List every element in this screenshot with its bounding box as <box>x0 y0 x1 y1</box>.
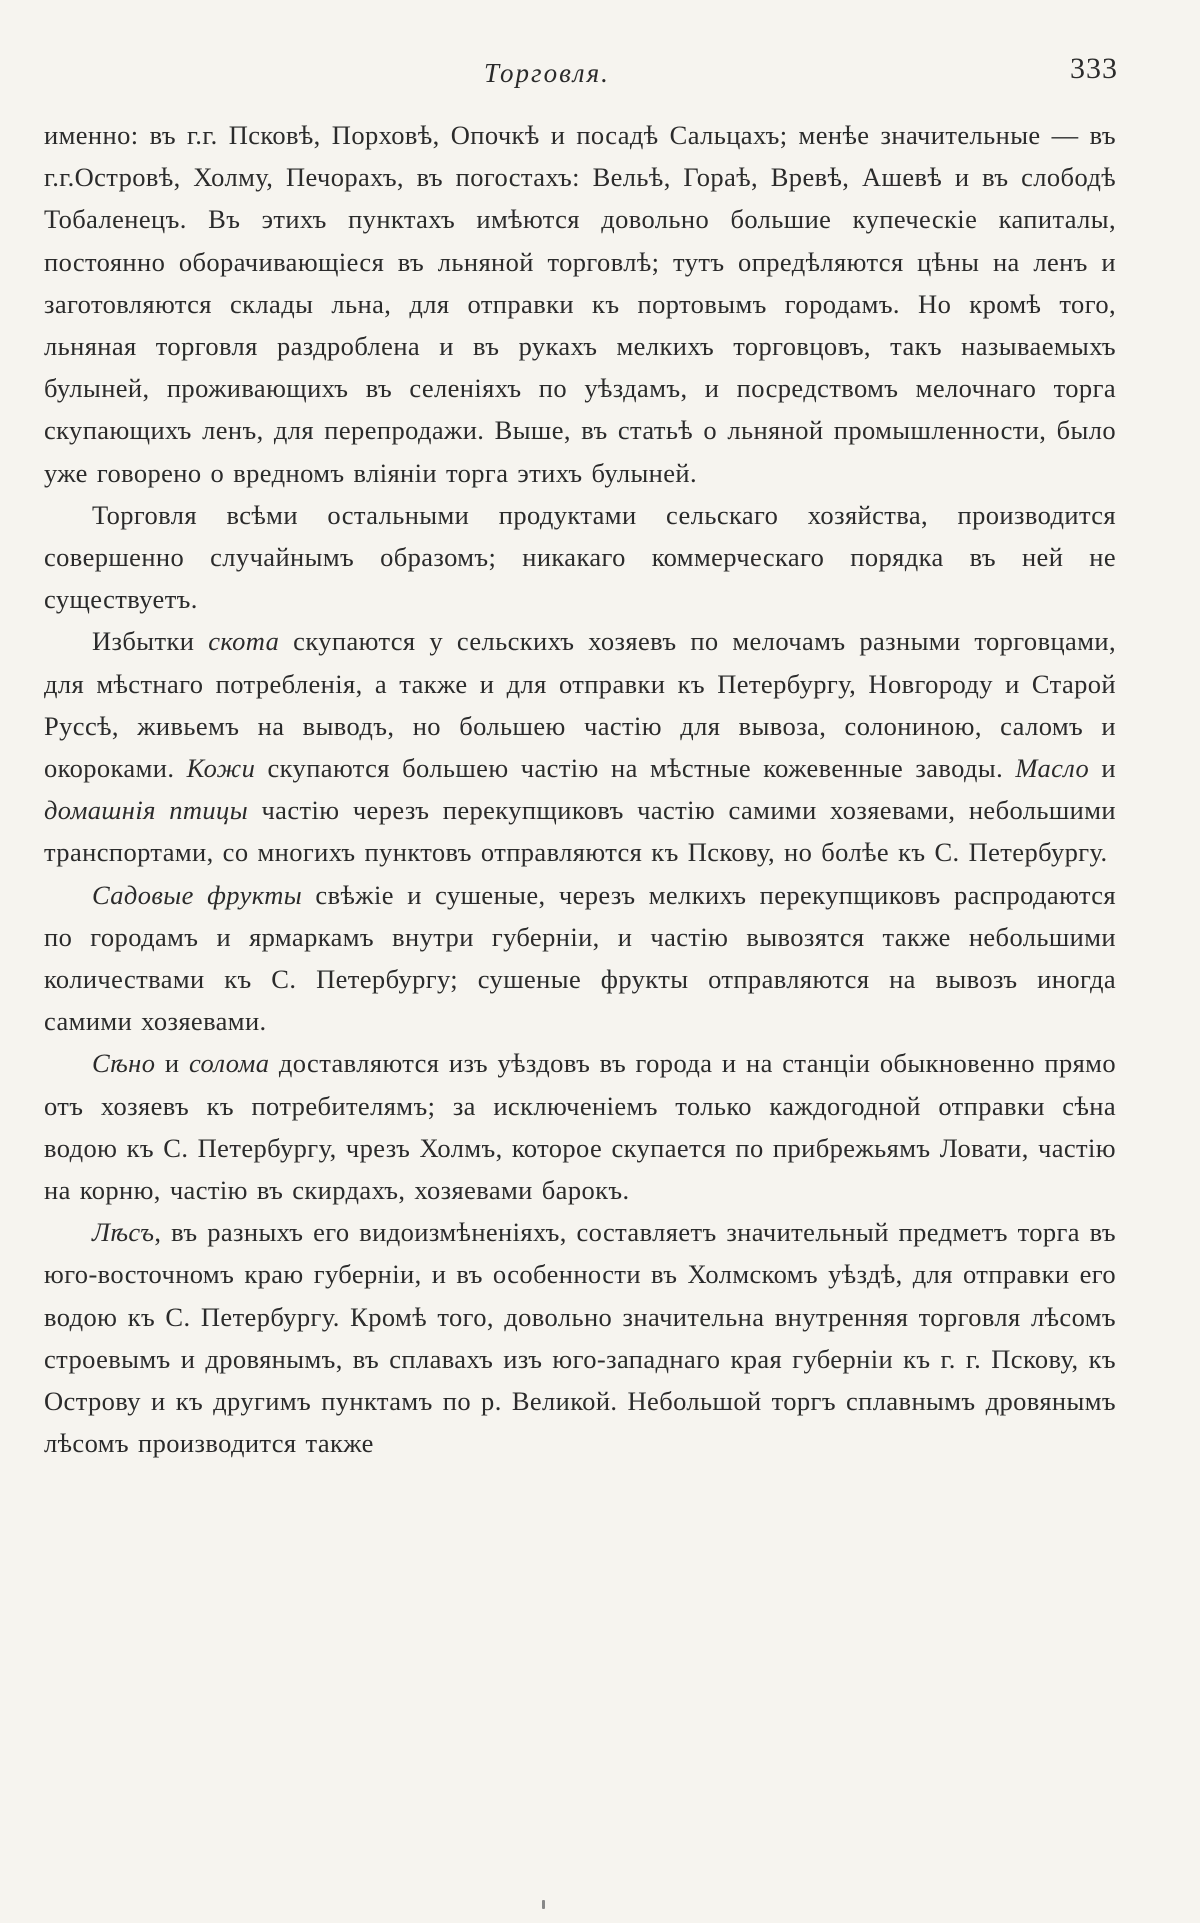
text-run: Избытки <box>92 626 209 657</box>
text-run: скупаются большею частiю на мѣстные кожевенные заводы. <box>255 753 1016 784</box>
body-text <box>44 114 1116 1465</box>
text-run: свѣжiе и сушеные, черезъ мелкихъ перекупщиковъ распродаются по городамъ и ярмаркамъ внутри губернiи, и частiю вывозятся также небольшими количествами къ С. Петербургу; сушеные фрукты отправляются на вывозъ иногда самими хозяевами. <box>44 879 1116 1037</box>
running-title: Торговля. <box>484 58 610 88</box>
paragraph-p6 <box>44 1211 1116 1464</box>
text-run: и <box>1089 753 1116 784</box>
text-run: доставляются изъ уѣздовъ въ города и на станцiи обыкновенно прямо отъ хозяевъ къ потребителямъ; за исключенiемъ только каждогодной отправки сѣна водою къ С. Петербургу, чрезъ Холмъ, которое скупается по прибрежьямъ Ловати, частiю на корню, частiю въ скирдахъ, хозяевами барокъ. <box>44 1048 1117 1206</box>
text-run: , въ разныхъ его видоизмѣненiяхъ, составляетъ значительный предметъ торга въ юго-восточномъ краю губернiи, и въ особенности въ Холмскомъ уѣздѣ, для отправки его водою къ С. Петербургу. Кромѣ того, довольно значительна внутренняя торговля лѣсомъ строевымъ и дровянымъ, въ сплавахъ изъ юго-западнаго края губернiи къ г. г. Пскову, къ Острову и къ другимъ пунктамъ по р. Великой. Небольшой торгъ сплавнымъ дровянымъ лѣсомъ производится также <box>44 1217 1116 1459</box>
italic-term: Сѣно <box>92 1048 156 1079</box>
italic-term: скота <box>208 626 280 657</box>
italic-term: домашнiя птицы <box>44 795 249 826</box>
text-run: именно: въ г.г. Псковѣ, Порховѣ, Опочкѣ и посадѣ Сальцахъ; менѣе значительные — въ г.г.Островѣ, Холму, Печорахъ, въ погостахъ: Вельѣ, Горaѣ, Вревѣ, Ашевѣ и въ слободѣ Тобаленецъ. Въ этихъ пунктахъ имѣются довольно большие купеческiе капиталы, постоянно оборачивающiеся въ льняной торговлѣ; тутъ опредѣляются цѣны на ленъ и заготовляются склады льна, для отправки къ портовымъ городамъ. Но кромѣ того, льняная торговля раздроблена и въ рукахъ мелкихъ торговцовъ, такъ называемыхъ булыней, проживающихъ въ селенiяхъ по уѣздамъ, и посредствомъ мелочнаго торга скупающихъ ленъ, для перепродажи. Выше, въ статьѣ о льняной промышленности, было уже говорено о вредномъ влiянiи торга этихъ булыней. <box>44 120 1116 488</box>
paragraph-p4 <box>44 874 1116 1043</box>
italic-term: Кожи <box>186 753 256 784</box>
italic-term: солома <box>188 1048 270 1079</box>
italic-term: Лѣсъ <box>92 1217 155 1248</box>
page-number: 333 <box>1070 52 1118 85</box>
text-run: Торговля всѣми остальными продуктами сельскаго хозяйства, производится совершенно случайнымъ образомъ; никакаго коммерческаго порядка въ ней не существуетъ. <box>44 499 1116 615</box>
text-run: и <box>155 1048 189 1079</box>
paragraph-p5 <box>44 1042 1116 1211</box>
italic-term: Садовые фрукты <box>92 879 303 910</box>
text-run: частiю черезъ перекупщиковъ частiю самими хозяевами, небольшими транспортами, со многихъ пунктовъ отправляются къ Пскову, но болѣе къ С. Петербургу. <box>44 795 1116 868</box>
paragraph-p3 <box>44 620 1116 873</box>
page-header <box>48 52 1116 100</box>
text-run: скупаются у сельскихъ хозяевъ по мелочамъ разными торговцами, для мѣстнаго потребленiя, а также и для отправки къ Петербургу, Новгороду и Старой Руссѣ, живьемъ на выводъ, но большею частiю для вывоза, солониною, саломъ и окороками. <box>44 626 1116 784</box>
print-speck <box>542 1900 545 1909</box>
italic-term: Масло <box>1015 753 1090 784</box>
paragraph-p2 <box>44 494 1116 621</box>
paragraph-p1 <box>44 114 1116 494</box>
